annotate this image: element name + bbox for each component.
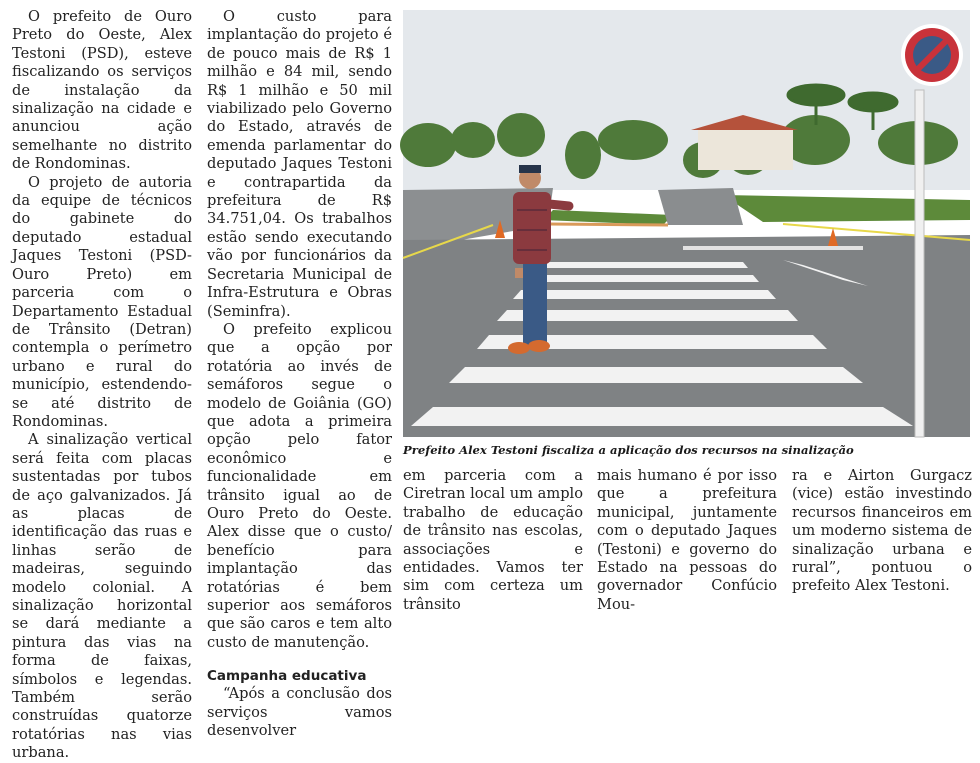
paragraph: O prefeito de Ouro Preto do Oeste, Alex Testoni (PSD), esteve fiscalizando os serviços de instalação da sinalização na cidade e anunciou ação semelhante no distrito de Rondominas. — [12, 8, 192, 173]
paragraph: A sinalização vertical será feita com placas sustentadas por tubos de aço galvanizados. Já as placas de identificação das ruas e linhas serão de madeiras, seguindo modelo colonial. A sinalização horizontal se dará mediante a pintura das vias na forma de faixas, símbolos e legendas. Também serão construídas quatorze rotatórias nas vias urbana. — [12, 431, 192, 762]
paragraph: em parceria com a Ciretran local um amplo trabalho de educação de trânsito nas escolas, associações e entidades. Vamos ter sim com certeza um trânsito — [403, 467, 583, 613]
photo-caption: Prefeito Alex Testoni fiscaliza a aplicação dos recursos na sinalização — [403, 443, 854, 457]
paragraph: O prefeito explicou que a opção por rotatória ao invés de semáforos segue o modelo de Goiânia (GO) que adota a primeira opção pelo fator econômico e funcionalidade em trânsito igual ao de Ouro Preto do Oeste. Alex disse que o custo/ benefício para implantação das rotatórias é bem superior aos semáforos que são caros e tem alto custo de manutenção. — [207, 320, 392, 651]
article-column-2 — [207, 8, 392, 740]
road-center — [658, 188, 743, 225]
article-column-5 — [792, 467, 972, 596]
article-column-3 — [403, 467, 583, 614]
paragraph: O projeto de autoria da equipe de técnicos do gabinete do deputado estadual Jaques Testoni (PSD-Ouro Preto) em parceria com o Departamento Estadual de Trânsito (Detran) contempla o perímetro urbano e rural do município, estendendo-se até distrito de Rondominas. — [12, 173, 192, 430]
article-column-1 — [12, 8, 192, 763]
grass-island — [723, 195, 970, 222]
paragraph: “Após a conclusão dos serviços vamos desenvolver — [207, 685, 392, 740]
jeans — [523, 262, 547, 346]
paragraph: mais humano é por isso que a prefeitura municipal, juntamente com o deputado Jaques (Testoni) e governo do Estado na pessoas do governador Confúcio Mou- — [597, 467, 777, 613]
news-photo — [403, 10, 970, 437]
article-column-4 — [597, 467, 777, 614]
paragraph: O custo para implantação do projeto é de pouco mais de R$ 1 milhão e 84 mil, sendo R$ 1 milhão e 50 mil viabilizado pelo Governo do Estado, através de emenda parlamentar do deputado Jaques Testoni e contrapartida da prefeitura de R$ 34.751,04. Os trabalhos estão sendo executando vão por funcionários da Secretaria Municipal de Infra-Estrutura e Obras (Seminfra). — [207, 8, 392, 320]
subheading: Campanha educativa — [207, 668, 367, 685]
paragraph: ra e Airton Gurgacz (vice) estão investindo recursos financeiros em um moderno sistema de sinalização urbana e rural”, pontuou o prefeito Alex Testoni. — [792, 467, 972, 595]
